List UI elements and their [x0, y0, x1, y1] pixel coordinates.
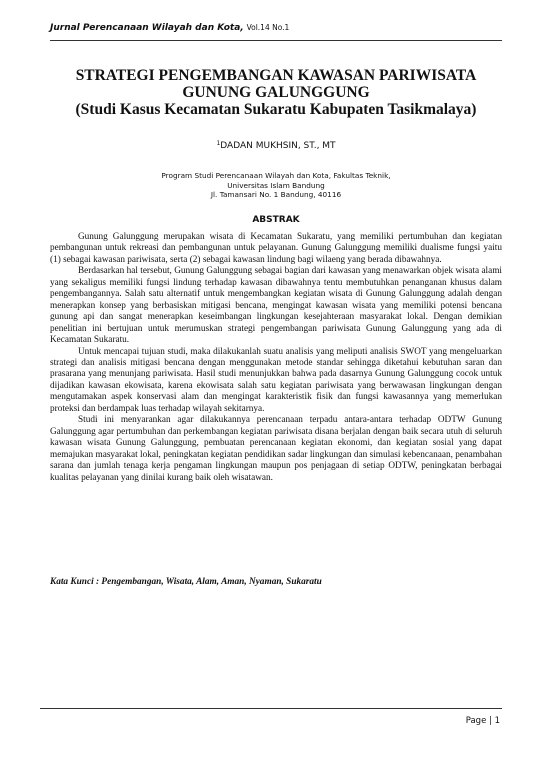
paper-title — [50, 67, 502, 118]
affiliation-line-2: Universitas Islam Bandung — [227, 180, 325, 190]
abstract-paragraph-2: Berdasarkan hal tersebut, Gunung Galunggung sebagai bagian dari kawasan yang menawarkan objek wisata alami yang sekaligus memiliki fungsi lindung terhadap kawasan dibawahnya tentu membutuhkan penanganan khusus dalam pengembangannya. Salah satu alternatif untuk mengembangkan kegiatan wisata di Gunung Galunggung adalah dengan menerapkan konsep yang berbasiskan mitigasi bencana, mengingat kawasan wisata yang memiliki potensi bencana gunung api dan sangat menerapkan keseimbangan lingkungan kesejahteraan masyarakat lokal. Dengan demikian penelitian ini bertujuan untuk merumuskan strategi pengembangan pariwisata Gunung Galunggung yang ada di Kecamatan Sukaratu. — [50, 266, 502, 346]
journal-name: Jurnal Perencanaan Wilayah dan Kota, — [50, 23, 244, 33]
author-marker: 1 — [216, 140, 221, 147]
abstract-body — [50, 232, 502, 484]
journal-volume: Vol.14 No.1 — [246, 23, 290, 32]
footer-divider — [40, 708, 502, 709]
author-line — [50, 140, 502, 151]
affiliation — [50, 171, 502, 200]
affiliation-line-3: Jl. Tamansari No. 1 Bandung, 40116 — [210, 190, 342, 199]
title-line-2: GUNUNG GALUNGGUNG — [182, 84, 370, 101]
header-divider — [50, 40, 502, 41]
abstract-paragraph-4: Studi ini menyarankan agar dilakukannya perencanaan terpadu antara-antara terhadap ODTW Gunung Galunggung agar pertumbuhan dan perkembangan kegiatan pariwisata disana berjalan dengan baik secara utuh di seluruh kawasan wisata Gunung Galunggung, pembuatan perencanaan kegiatan ekonomi, dan kegiatan sosial yang dapat memajukan masyarakat lokal, peningkatan kegiatan pendidikan sadar lingkungan dan simulasi kebencanaan, penambahan sarana dan jumlah tenaga kerja pengaman lingkungan maupun pos penjagaan di setiap ODTW, peningkatan berbagai kualitas pelayanan yang dinilai kurang baik oleh wisatawan. — [50, 415, 502, 483]
title-line-3: (Studi Kasus Kecamatan Sukaratu Kabupaten Tasikmalaya) — [75, 101, 477, 118]
affiliation-line-1: Program Studi Perencanaan Wilayah dan Kota, Fakultas Teknik, — [161, 171, 391, 180]
abstract-paragraph-3: Untuk mencapai tujuan studi, maka dilakukanlah suatu analisis yang meliputi analisis SWOT yang mengeluarkan strategi dan analisis mitigasi bencana dengan menggunakan metode standar sehingga diketahui kebutuhan saran dan prasarana yang menunjang pariwisata. Hasil studi menunjukkan bahwa pada dasarnya Gunung Galunggung cocok untuk dijadikan kawasan ekowisata, karena ekowisata salah satu kegiatan pariwisata yang berwawasan lingkungan dengan mengutamakan aspek konservasi alam dan mengingat karakteristik fisik dan fungsi kawasannya yang memerlukan proteksi dan berdampak luas terhadap wilayah sekitarnya. — [50, 346, 502, 414]
page-number: Page | 1 — [465, 716, 500, 726]
abstract-paragraph-1: Gunung Galunggung merupakan wisata di Kecamatan Sukaratu, yang memiliki pertumbuhan dan kegiatan pembangunan untuk rekreasi dan pembangunan untuk pelayanan. Gunung Galunggung memiliki dualisme fungsi yaitu (1) sebagai kawasan pariwisata, serta (2) sebagai kawasan lindung bagi wilaeng yang berada dibawahnya. — [50, 232, 502, 265]
author-name: DADAN MUKHSIN, ST., MT — [220, 141, 336, 151]
abstract-heading: ABSTRAK — [252, 215, 300, 225]
journal-header — [50, 23, 510, 33]
keywords: Kata Kunci : Pengembangan, Wisata, Alam, Aman, Nyaman, Sukaratu — [50, 577, 322, 587]
title-line-1: STRATEGI PENGEMBANGAN KAWASAN PARIWISATA — [75, 67, 477, 84]
